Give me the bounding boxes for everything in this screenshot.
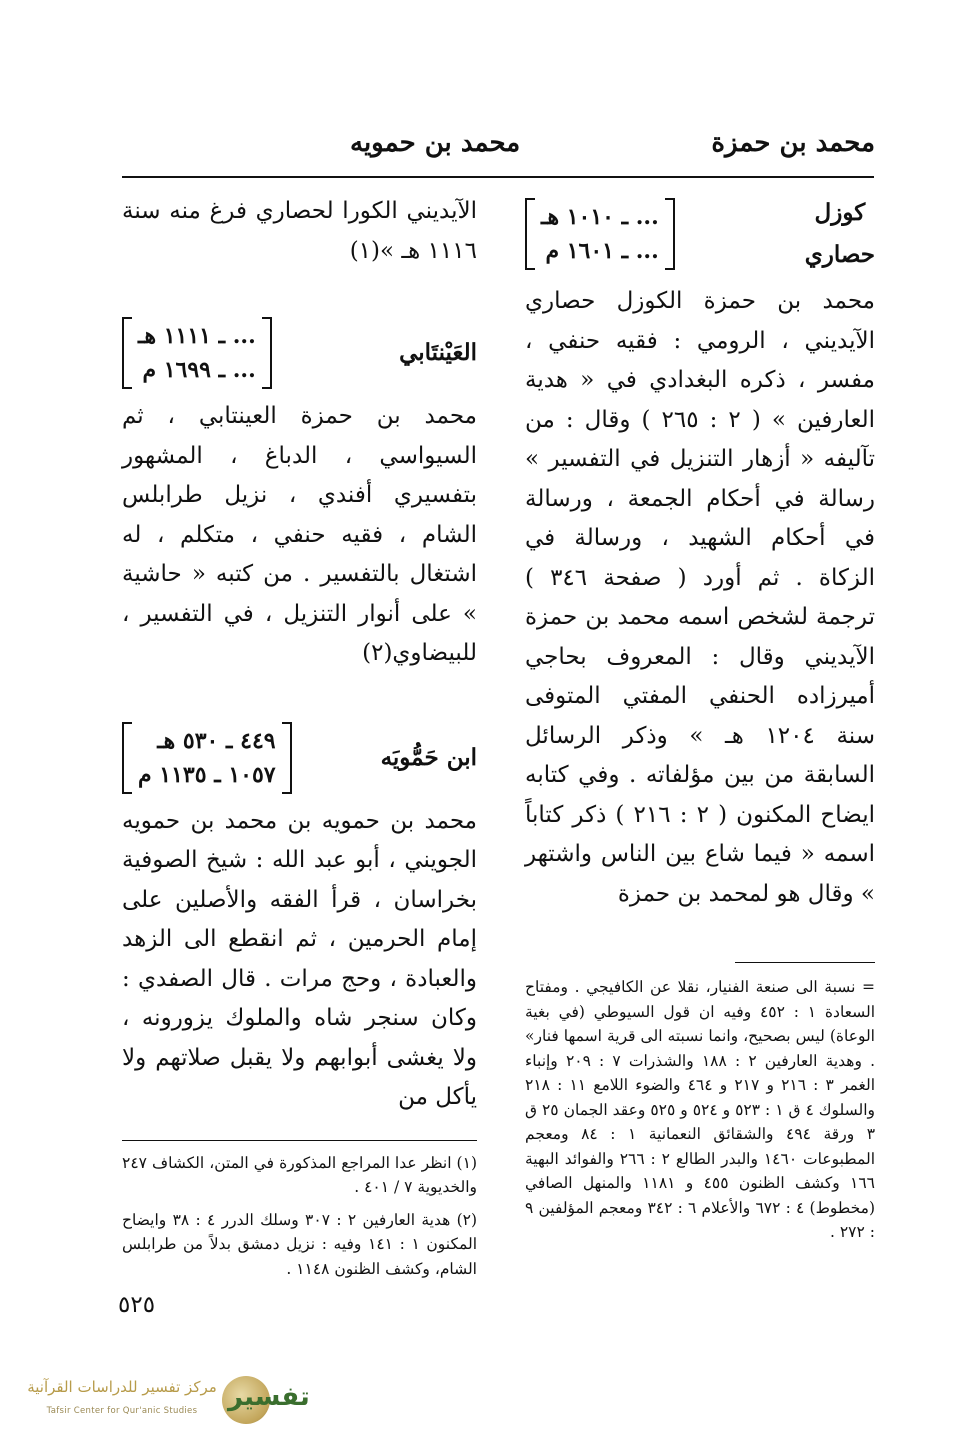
logo-word: تفسير (228, 1382, 310, 1412)
date-bracket (122, 720, 292, 796)
date-hijri: ... ـ ١١١١ هـ (138, 323, 256, 349)
entry-body: محمد بن حمزة العينتابي ، ثم السيواسي ، الدباغ ، المشهور بتفسيري أفندي ، نزيل طرابلس الشام ، فقيه حنفي ، متكلم ، له اشتغال بالتفسير . من كتبه « حاشية » على أنوار التنزيل ، في التفسير ، للبيضاوي(٢) (122, 403, 477, 666)
logo-title: مركز تفسير للدراسات القرآنية (27, 1378, 217, 1396)
logo-subtitle: Tafsir Center for Qur'anic Studies (46, 1406, 198, 1416)
entry-name: ابن حَمُّويَه (380, 743, 477, 771)
date-hijri: ... ـ ١٠١٠ هـ (541, 204, 659, 230)
entry-name-line1: كوزل (814, 199, 866, 226)
entry-name-line2: حصاري (804, 241, 875, 268)
entry-heading-aintabi (122, 315, 477, 391)
footnote-2: (٢) هدية العارفين ٢ : ٣٠٧ وسلك الدرر ٤ : ٣٨ وايضاح المكنون ١ : ١٤١ وفيه : نزيل دمشق بدلاً من طرابلس الشام، وكشف الظنون ١١٤٨ . (122, 1210, 478, 1278)
publisher-logo (14, 1374, 310, 1424)
footnote-continued: = نسبة الى صنعة الفنيار، نقلا عن الكافيجي . ومفتاح السعادة ١ : ٤٥٢ وفيه ان قول السيوطي (في بغية الوعاة) ليس بصحيح، وانما نسبته الى قرية اسمها فنار» . وهدية العارفين ٢ : ١٨٨ والشذرات ٧ : ٢٠٩ وإنباء الغمر ٣ : ٢١٦ و ٢١٧ و ٤٦٤ والضوء اللامع ١١ : ٢١٨ والسلوك ٤ ق ١ : ٥٢٣ و ٥٢٤ و ٥٢٥ وعقد الجمان ٢٥ ق ٣ ورقة ٤٩٤ والشقائق النعمانية ١ : ٨٤ ومعجم المطبوعات ١٤٦٠ والبدر الطالع ٢ : ٢٦٦ والفوائد البهية ١٦٦ وكشف الظنون ٤٥٥ و ١١٨١ والمنهل الصافي (مخطوط) ٤ : ٦٧٢ والأعلام ٦ : ٣٤٢ ومعجم المؤلفين ٩ : ٢٧٢ . (525, 978, 876, 1241)
date-gregorian: ... ـ ١٦٩٩ م (142, 357, 256, 383)
page-number: ٥٢٥ (118, 1292, 156, 1318)
entry-name (805, 192, 875, 276)
continuation-text: الآيديني الكورا لحصاري فرغ منه سنة ١١١٦ هـ »(١) (122, 198, 477, 264)
entry-heading-kozel (525, 192, 875, 276)
running-header-right: محمد بن حمزة (711, 128, 875, 158)
right-column (525, 192, 875, 1245)
left-column (122, 192, 477, 1281)
entry-body: محمد بن حمويه بن محمد بن حمويه الجويني ، أبو عبد الله : شيخ الصوفية بخراسان ، قرأ الفقه والأصلين على إمام الحرمين ، ثم انقطع الى الزهد والعبادة ، وحج مرات . قال الصفدي : وكان سنجر شاه والملوك يزورونه ، ولا يغشى أبوابهم ولا يقبل صلاتهم ولا يأكل من (122, 807, 477, 1110)
footnote-rule (735, 962, 875, 963)
header-rule (122, 176, 874, 178)
date-gregorian: ... ـ ١٦٠١ م (545, 238, 659, 264)
entry-name: العَيْنتَابي (399, 339, 477, 366)
entry-heading-ibn-hamawayh (122, 720, 477, 796)
footnote-rule (122, 1140, 477, 1141)
date-bracket (122, 315, 272, 391)
running-header-left: محمد بن حمويه (350, 128, 521, 158)
footnote-1: (١) انظر عدا المراجع المذكورة في المتن، الكشاف ٢٤٧ والخديوية ٧ / ٤٠١ . (122, 1153, 477, 1196)
entry-body: محمد بن حمزة الكوزل حصاري الآيديني ، الرومي : فقيه حنفي ، مفسر ، ذكره البغدادي في « هدية العارفين » ( ٢ : ٢٦٥ ) وقال : من تآليفه « أزهار التنزيل في التفسير » رسالة في أحكام الجمعة ، ورسالة في أحكام الشهيد ، ورسالة في الزكاة . ثم أورد ( صفحة ٣٤٦ ) ترجمة لشخص اسمه محمد بن حمزة الآيديني وقال : المعروف بحاجي أميرزاده الحنفي المفتي المتوفى سنة ١٢٠٤ هـ » وذكر الرسائل السابقة من بين مؤلفاته . وفي كتابه ايضاح المكنون ( ٢ : ٢١٦ ) ذكر كتاباً اسمه « فيما شاع بين الناس واشتهر » وقال هو لمحمد بن حمزة (525, 288, 875, 907)
date-bracket (525, 196, 675, 272)
date-gregorian: ١٠٥٧ ـ ١١٣٥ م (138, 761, 276, 788)
date-hijri: ٤٤٩ ـ ٥٣٠ هـ (157, 727, 276, 754)
